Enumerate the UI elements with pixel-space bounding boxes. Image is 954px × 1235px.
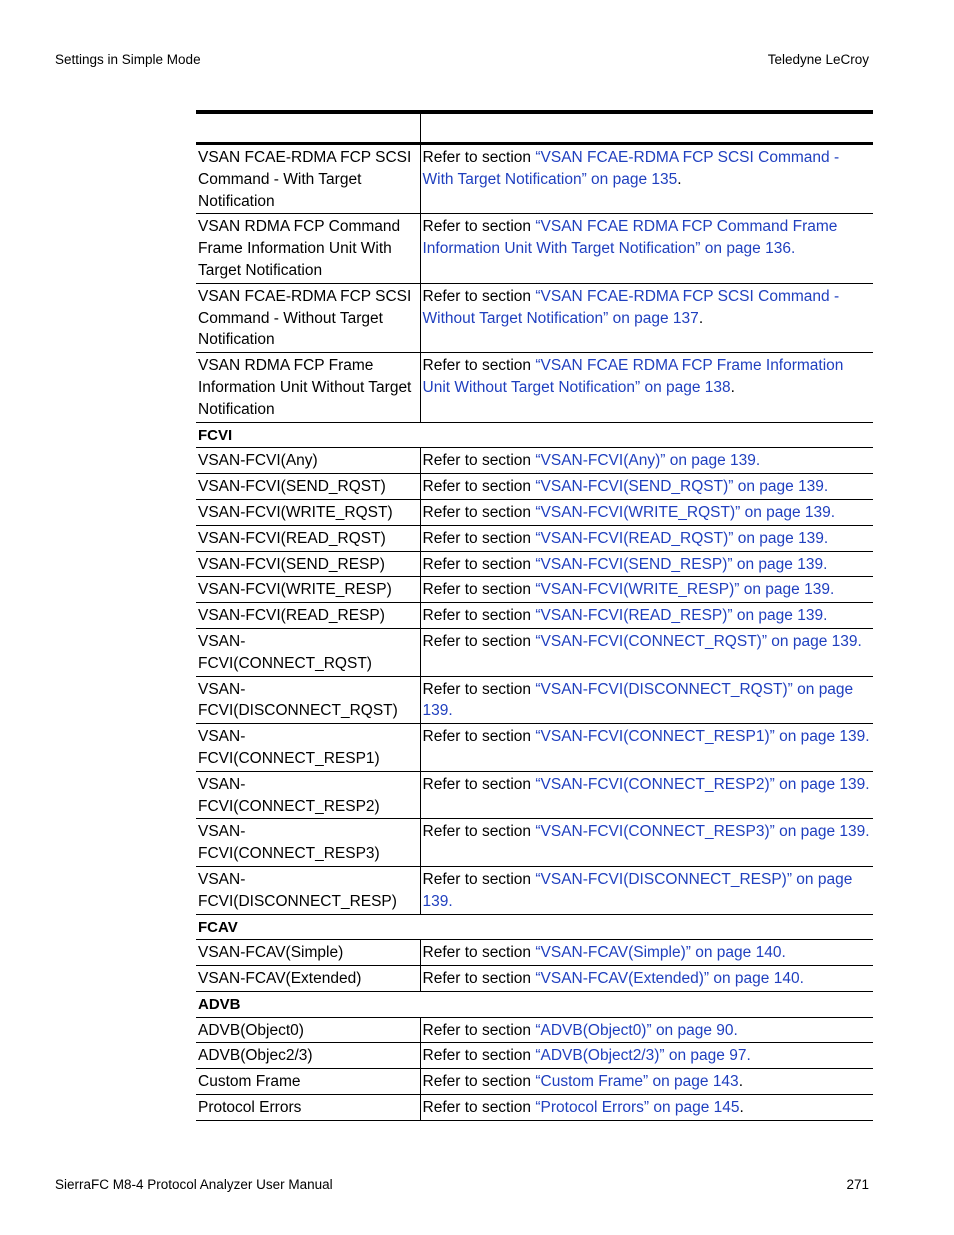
section-cross-reference-link[interactable]: “Custom Frame” on page 143 (535, 1073, 739, 1091)
section-cross-reference-link[interactable]: “VSAN-FCVI(WRITE_RESP)” on page 139. (535, 581, 835, 599)
table-row (196, 819, 873, 867)
section-cross-reference-link[interactable]: “VSAN-FCVI(WRITE_RQST)” on page 139. (535, 503, 836, 521)
table-row (196, 353, 873, 422)
section-cross-reference-link[interactable]: “VSAN-FCVI(SEND_RQST)” on page 139. (535, 478, 829, 496)
frame-type-label: VSAN-FCVI(Any) (196, 448, 420, 474)
table-row (196, 866, 873, 914)
frame-type-label: VSAN-FCAV(Extended) (196, 966, 420, 992)
reference-prefix: Refer to section (422, 529, 536, 547)
frame-type-label: VSAN-FCVI(CONNECT_RESP3) (196, 819, 420, 867)
section-cross-reference-link[interactable]: “VSAN-FCVI(READ_RESP)” on page 139. (535, 607, 828, 625)
frame-type-label: VSAN-FCVI(READ_RESP) (196, 603, 420, 629)
reference-prefix: Refer to section (422, 632, 536, 650)
reference-cell (420, 577, 873, 603)
table-row (196, 1069, 873, 1095)
table-row (196, 966, 873, 992)
frame-type-label: VSAN-FCVI(DISCONNECT_RQST) (196, 676, 420, 724)
reference-cell (420, 1017, 873, 1043)
reference-cell (420, 474, 873, 500)
section-cross-reference-link[interactable]: “VSAN-FCVI(CONNECT_RESP1)” on page 139. (535, 728, 870, 746)
reference-prefix: Refer to section (422, 1099, 536, 1117)
reference-prefix: Refer to section (422, 775, 536, 793)
table-header-cell-right (420, 114, 873, 144)
reference-prefix: Refer to section (422, 218, 536, 236)
reference-prefix: Refer to section (422, 1021, 536, 1039)
section-cross-reference-link[interactable]: “VSAN-FCVI(CONNECT_RESP3)” on page 139. (535, 823, 870, 841)
table-row (196, 144, 873, 214)
section-header-row (196, 914, 873, 940)
table-row (196, 474, 873, 500)
table-row (196, 551, 873, 577)
reference-prefix: Refer to section (422, 357, 536, 375)
reference-table-body (196, 114, 873, 1120)
table-row (196, 1043, 873, 1069)
section-cross-reference-link[interactable]: “VSAN-FCAV(Simple)” on page 140. (535, 944, 786, 962)
section-cross-reference-link[interactable]: “Protocol Errors” on page 145 (535, 1099, 740, 1117)
reference-cell (420, 1069, 873, 1095)
section-cross-reference-link[interactable]: “ADVB(Object0)” on page 90. (535, 1021, 738, 1039)
reference-cell (420, 866, 873, 914)
frame-type-label: VSAN-FCVI(WRITE_RQST) (196, 499, 420, 525)
reference-prefix: Refer to section (422, 581, 536, 599)
reference-prefix: Refer to section (422, 1047, 536, 1065)
reference-cell (420, 448, 873, 474)
reference-cell (420, 819, 873, 867)
frame-type-label: VSAN FCAE-RDMA FCP SCSI Command - With Target Notification (196, 144, 420, 214)
table-row (196, 1017, 873, 1043)
frame-type-label: VSAN-FCVI(READ_RQST) (196, 525, 420, 551)
table-row (196, 628, 873, 676)
reference-prefix: Refer to section (422, 728, 536, 746)
frame-type-label: VSAN-FCVI(SEND_RQST) (196, 474, 420, 500)
frame-type-label: VSAN-FCVI(CONNECT_RQST) (196, 628, 420, 676)
frame-type-label: ADVB(Objec2/3) (196, 1043, 420, 1069)
reference-cell (420, 353, 873, 422)
table-row (196, 448, 873, 474)
frame-type-label: VSAN-FCAV(Simple) (196, 940, 420, 966)
reference-prefix: Refer to section (422, 1073, 536, 1091)
reference-cell (420, 676, 873, 724)
section-header-label: FCVI (196, 422, 873, 448)
reference-suffix: . (738, 1073, 743, 1091)
table-header-cell-left (196, 114, 420, 144)
reference-suffix: . (677, 170, 682, 188)
section-cross-reference-link[interactable]: “VSAN FCAE RDMA FCP Command Frame Information Unit With Target Notification” on page 136. (422, 218, 838, 258)
reference-cell (420, 499, 873, 525)
frame-type-label: VSAN-FCVI(SEND_RESP) (196, 551, 420, 577)
section-header-label: ADVB (196, 991, 873, 1017)
page-number: 271 (846, 1177, 869, 1192)
table-row (196, 603, 873, 629)
reference-prefix: Refer to section (422, 944, 536, 962)
frame-type-label: VSAN-FCVI(CONNECT_RESP2) (196, 771, 420, 819)
reference-cell (420, 966, 873, 992)
running-header-title: Settings in Simple Mode (55, 52, 201, 67)
reference-prefix: Refer to section (422, 452, 536, 470)
table-row (196, 525, 873, 551)
frame-type-label: VSAN-FCVI(CONNECT_RESP1) (196, 724, 420, 772)
section-cross-reference-link[interactable]: “VSAN-FCVI(CONNECT_RQST)” on page 139. (535, 632, 862, 650)
running-footer-title: SierraFC M8-4 Protocol Analyzer User Manual (55, 1177, 333, 1192)
reference-suffix: . (739, 1099, 744, 1117)
running-header-company: Teledyne LeCroy (767, 52, 869, 67)
table-row (196, 771, 873, 819)
reference-suffix: . (730, 378, 735, 396)
section-cross-reference-link[interactable]: “ADVB(Object2/3)” on page 97. (535, 1047, 751, 1065)
reference-cell (420, 1095, 873, 1121)
table-row (196, 499, 873, 525)
table-row (196, 940, 873, 966)
section-cross-reference-link[interactable]: “VSAN-FCVI(CONNECT_RESP2)” on page 139. (535, 775, 870, 793)
frame-type-label: VSAN RDMA FCP Command Frame Information Unit With Target Notification (196, 214, 420, 283)
table-row (196, 676, 873, 724)
reference-cell (420, 144, 873, 214)
frame-type-label: VSAN-FCVI(DISCONNECT_RESP) (196, 866, 420, 914)
reference-prefix: Refer to section (422, 870, 536, 888)
frame-type-label: VSAN RDMA FCP Frame Information Unit Without Target Notification (196, 353, 420, 422)
table-row (196, 577, 873, 603)
frame-type-label: VSAN-FCVI(WRITE_RESP) (196, 577, 420, 603)
reference-table-container (196, 110, 873, 1121)
section-cross-reference-link[interactable]: “VSAN-FCVI(Any)” on page 139. (535, 452, 761, 470)
reference-cell (420, 724, 873, 772)
reference-prefix: Refer to section (422, 970, 536, 988)
section-cross-reference-link[interactable]: “VSAN-FCVI(READ_RQST)” on page 139. (535, 529, 829, 547)
section-cross-reference-link[interactable]: “VSAN-FCVI(DISCONNECT_RQST)” on page 139. (422, 680, 854, 720)
frame-type-label: Protocol Errors (196, 1095, 420, 1121)
reference-prefix: Refer to section (422, 607, 536, 625)
reference-prefix: Refer to section (422, 503, 536, 521)
reference-cell (420, 940, 873, 966)
table-header-row (196, 114, 873, 144)
reference-table (196, 114, 873, 1121)
section-cross-reference-link[interactable]: “VSAN-FCAV(Extended)” on page 140. (535, 970, 804, 988)
reference-cell (420, 283, 873, 352)
section-cross-reference-link[interactable]: “VSAN FCAE RDMA FCP Frame Information Unit Without Target Notification” on page 138 (422, 357, 844, 396)
section-cross-reference-link[interactable]: “VSAN-FCVI(SEND_RESP)” on page 139. (535, 555, 828, 573)
table-row (196, 283, 873, 352)
reference-cell (420, 771, 873, 819)
section-cross-reference-link[interactable]: “VSAN-FCVI(DISCONNECT_RESP)” on page 139. (422, 870, 853, 910)
table-row (196, 1095, 873, 1121)
reference-cell (420, 214, 873, 283)
section-header-label: FCAV (196, 914, 873, 940)
frame-type-label: ADVB(Object0) (196, 1017, 420, 1043)
reference-prefix: Refer to section (422, 555, 536, 573)
reference-cell (420, 628, 873, 676)
section-cross-reference-link[interactable]: “VSAN FCAE-RDMA FCP SCSI Command - With Target Notification” on page 135 (422, 149, 840, 188)
section-cross-reference-link[interactable]: “VSAN FCAE-RDMA FCP SCSI Command - Without Target Notification” on page 137 (422, 287, 840, 327)
reference-prefix: Refer to section (422, 823, 536, 841)
section-header-row (196, 991, 873, 1017)
reference-cell (420, 603, 873, 629)
frame-type-label: VSAN FCAE-RDMA FCP SCSI Command - Without Target Notification (196, 283, 420, 352)
reference-prefix: Refer to section (422, 149, 536, 166)
reference-suffix: . (698, 309, 704, 327)
reference-cell (420, 551, 873, 577)
reference-prefix: Refer to section (422, 478, 536, 496)
frame-type-label: Custom Frame (196, 1069, 420, 1095)
reference-prefix: Refer to section (422, 287, 536, 305)
table-row (196, 214, 873, 283)
reference-cell (420, 525, 873, 551)
reference-prefix: Refer to section (422, 680, 536, 698)
table-row (196, 724, 873, 772)
section-header-row (196, 422, 873, 448)
reference-cell (420, 1043, 873, 1069)
